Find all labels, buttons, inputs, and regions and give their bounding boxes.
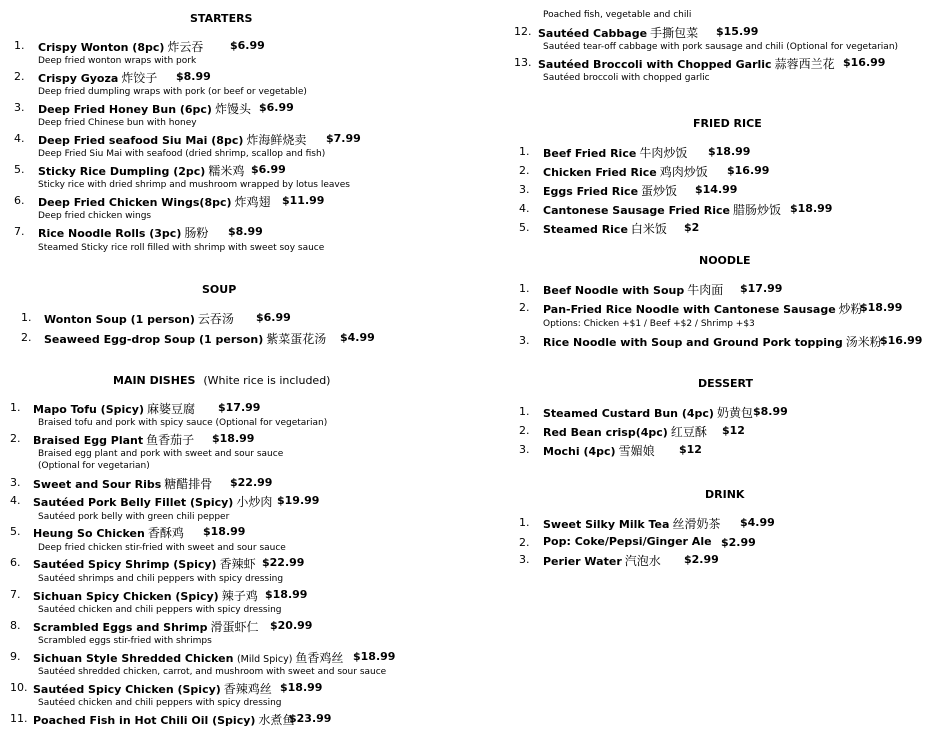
item-description: Braised tofu and pork with spicy sauce (Optional for vegetarian)	[38, 418, 328, 428]
item-number: 13.	[514, 56, 532, 69]
item-chinese-name: 蒜蓉西兰花	[774, 57, 835, 71]
item-chinese-name: 炸馒头	[214, 102, 251, 116]
menu-item-title	[33, 400, 195, 417]
item-number: 1.	[519, 405, 530, 418]
item-number: 1.	[519, 516, 530, 529]
menu-item-title	[33, 649, 343, 666]
item-price: $12	[722, 424, 745, 437]
item-number: 4.	[14, 132, 25, 145]
item-name: Red Bean crisp(4pc)	[543, 426, 668, 439]
item-description: (Optional for vegetarian)	[38, 461, 150, 471]
menu-item-title	[543, 515, 720, 532]
item-price: $18.99	[212, 432, 255, 445]
section-title-dessert: DESSERT	[698, 377, 753, 390]
item-name: Cantonese Sausage Fried Rice	[543, 204, 730, 217]
item-price: $14.99	[695, 183, 738, 196]
item-chinese-name: 香辣鸡丝	[223, 682, 272, 696]
item-name: Rice Noodle with Soup and Ground Pork topping	[543, 336, 843, 349]
item-name: Beef Fried Rice	[543, 147, 637, 160]
item-number: 2.	[519, 301, 530, 314]
menu-item-title	[543, 281, 723, 298]
item-chinese-name: 奶黄包	[716, 406, 753, 420]
item-price: $2	[684, 221, 700, 234]
item-chinese-name: 肠粉	[184, 226, 209, 240]
item-price: $18.99	[353, 650, 396, 663]
item-number: 6.	[10, 556, 21, 569]
item-name: Sichuan Spicy Chicken (Spicy)	[33, 590, 219, 603]
item-description: Deep fried dumpling wraps with pork (or beef or vegetable)	[38, 87, 307, 97]
item-chinese-name: 香辣虾	[219, 557, 256, 571]
menu-item-title	[44, 310, 234, 327]
item-name: Eggs Fried Rice	[543, 185, 639, 198]
item-name: Perier Water	[543, 555, 622, 568]
item-number: 2.	[519, 424, 530, 437]
section-title-soup: SOUP	[202, 283, 237, 296]
item-name: Seaweed Egg-drop Soup (1 person)	[44, 333, 264, 346]
item-chinese-name: 手撕包菜	[650, 26, 699, 40]
item-name: Sweet Silky Milk Tea	[543, 518, 670, 531]
item-number: 2.	[519, 164, 530, 177]
menu-item-title	[538, 55, 835, 72]
item-chinese-name: 炸海鲜烧卖	[246, 133, 307, 147]
item-chinese-name: 香酥鸡	[147, 526, 184, 540]
item-name: Pan-Fried Rice Noodle with Cantonese Sausage	[543, 303, 836, 316]
item-name: Mochi (4pc)	[543, 445, 616, 458]
item-name: Crispy Gyoza	[38, 72, 119, 85]
item-price: $15.99	[716, 25, 759, 38]
item-description: Sautéed chicken and chili peppers with spicy dressing	[38, 605, 282, 615]
item-name: Chicken Fried Rice	[543, 166, 657, 179]
item-chinese-name: 糯米鸡	[208, 164, 245, 178]
item-chinese-name: 糖醋排骨	[164, 477, 213, 491]
item-number: 3.	[10, 476, 21, 489]
item-description: Sautéed tear-off cabbage with pork sausage and chili (Optional for vegetarian)	[543, 42, 899, 52]
item-chinese-name: 炒粉	[838, 302, 863, 316]
item-description: Steamed Sticky rice roll filled with shrimp with sweet soy sauce	[38, 243, 325, 253]
item-number: 6.	[14, 194, 25, 207]
menu-item-title	[33, 711, 294, 728]
item-name: Braised Egg Plant	[33, 434, 144, 447]
item-name: Steamed Custard Bun (4pc)	[543, 407, 714, 420]
item-chinese-name: 水煮鱼	[258, 713, 295, 727]
item-chinese-name: 汤米粉	[845, 335, 882, 349]
item-chinese-name: 牛肉面	[687, 283, 724, 297]
item-chinese-name: 牛肉炒饭	[639, 146, 688, 160]
item-number: 3.	[519, 334, 530, 347]
item-name: Beef Noodle with Soup	[543, 284, 685, 297]
menu-item-title	[543, 300, 863, 317]
item-chinese-name: 小炒肉	[236, 495, 273, 509]
item-price: $2.99	[684, 553, 719, 566]
item-description: Sautéed pork belly with green chili pepper	[38, 512, 230, 522]
item-name: Sautéed Cabbage	[538, 27, 648, 40]
item-number: 4.	[10, 494, 21, 507]
item-number: 4.	[519, 202, 530, 215]
item-chinese-name: 腊肠炒饭	[732, 203, 781, 217]
menu-item-title	[38, 38, 203, 55]
item-chinese-name: 辣子鸡	[221, 589, 258, 603]
menu-item-title	[33, 475, 212, 492]
menu-item-title	[38, 193, 271, 210]
section-title-main-dishes	[113, 374, 330, 387]
item-number: 1.	[10, 401, 21, 414]
item-name: Sticky Rice Dumpling (2pc)	[38, 165, 206, 178]
item-number: 3.	[14, 101, 25, 114]
item-number: 9.	[10, 650, 21, 663]
item-number: 2.	[14, 70, 25, 83]
section-title-fried-rice: FRIED RICE	[693, 117, 762, 130]
item-number: 1.	[519, 282, 530, 295]
item-number: 12.	[514, 25, 532, 38]
item-price: $18.99	[708, 145, 751, 158]
menu-item-title	[38, 162, 244, 179]
item-price: $11.99	[282, 194, 325, 207]
menu-item-title	[543, 201, 781, 218]
item-price: $16.99	[843, 56, 886, 69]
item-number: 2.	[519, 536, 530, 549]
item-name: Steamed Rice	[543, 223, 628, 236]
item-name: Heung So Chicken	[33, 527, 145, 540]
item-chinese-name: 麻婆豆腐	[147, 402, 196, 416]
item-name: Sweet and Sour Ribs	[33, 478, 162, 491]
item-price: $8.99	[753, 405, 788, 418]
menu-item-title	[543, 220, 667, 237]
item-spice-note: (Mild Spicy)	[236, 654, 293, 665]
item-number: 7.	[14, 225, 25, 238]
section-note: (White rice is included)	[203, 374, 331, 387]
item-number: 11.	[10, 712, 28, 725]
item-number: 3.	[519, 183, 530, 196]
item-name: Deep Fried Honey Bun (6pc)	[38, 103, 212, 116]
item-name: Poached Fish in Hot Chili Oil (Spicy)	[33, 714, 256, 727]
item-chinese-name: 白米饭	[630, 222, 667, 236]
item-chinese-name: 鱼香鸡丝	[295, 651, 344, 665]
menu-item-title	[543, 535, 712, 548]
item-price: $6.99	[259, 101, 294, 114]
menu-item-title	[38, 100, 251, 117]
item-number: 5.	[14, 163, 25, 176]
item-description: Poached fish, vegetable and chili	[543, 10, 692, 20]
menu-item-title	[543, 182, 677, 199]
item-number: 3.	[519, 443, 530, 456]
item-chinese-name: 鸡肉炒饭	[659, 165, 708, 179]
item-name: Deep Fried seafood Siu Mai (8pc)	[38, 134, 244, 147]
section-title-noodle: NOODLE	[699, 254, 751, 267]
item-price: $19.99	[277, 494, 320, 507]
menu-item-title	[33, 431, 194, 448]
menu-item-title	[543, 442, 655, 459]
item-price: $6.99	[251, 163, 286, 176]
item-number: 5.	[519, 221, 530, 234]
item-description: Braised egg plant and pork with sweet and sour sauce	[38, 449, 284, 459]
item-description: Deep fried Chinese bun with honey	[38, 118, 197, 128]
menu-item-title	[543, 423, 707, 440]
menu-item-title	[543, 144, 687, 161]
item-price: $16.99	[880, 334, 923, 347]
item-number: 3.	[519, 553, 530, 566]
item-chinese-name: 丝滑奶茶	[672, 517, 721, 531]
item-description: Sautéed broccoli with chopped garlic	[543, 73, 710, 83]
menu-item-title	[538, 24, 698, 41]
item-number: 2.	[10, 432, 21, 445]
item-price: $4.99	[740, 516, 775, 529]
menu-item-title	[543, 552, 661, 569]
item-price: $16.99	[727, 164, 770, 177]
item-description: Sticky rice with dried shrimp and mushroom wrapped by lotus leaves	[38, 180, 350, 190]
item-description: Sautéed shrimps and chili peppers with spicy dressing	[38, 574, 284, 584]
item-description: Sautéed chicken and chili peppers with spicy dressing	[38, 698, 282, 708]
item-chinese-name: 汽泡水	[624, 554, 661, 568]
item-name: Crispy Wonton (8pc)	[38, 41, 165, 54]
item-price: $12	[679, 443, 702, 456]
item-description: Deep fried wonton wraps with pork	[38, 56, 197, 66]
item-description: Deep Fried Siu Mai with seafood (dried shrimp, scallop and fish)	[38, 149, 326, 159]
item-description: Deep fried chicken wings	[38, 211, 152, 221]
menu-item-title	[44, 330, 326, 347]
item-price: $2.99	[721, 536, 756, 549]
menu-item-title	[38, 224, 208, 241]
menu-item-title	[33, 680, 272, 697]
item-name: Sautéed Spicy Shrimp (Spicy)	[33, 558, 217, 571]
item-description: Options: Chicken +$1 / Beef +$2 / Shrimp +$3	[543, 319, 755, 329]
item-name: Sichuan Style Shredded Chicken	[33, 652, 234, 665]
item-number: 1.	[519, 145, 530, 158]
menu-item-title	[33, 493, 272, 510]
item-chinese-name: 滑蛋虾仁	[210, 620, 259, 634]
item-price: $18.99	[860, 301, 903, 314]
item-number: 10.	[10, 681, 28, 694]
item-number: 8.	[10, 619, 21, 632]
menu-item-title	[543, 163, 708, 180]
section-title-starters: STARTERS	[190, 12, 253, 25]
item-chinese-name: 雪媚娘	[618, 444, 655, 458]
item-price: $4.99	[340, 331, 375, 344]
item-price: $17.99	[740, 282, 783, 295]
item-number: 5.	[10, 525, 21, 538]
item-name: Rice Noodle Rolls (3pc)	[38, 227, 182, 240]
item-price: $18.99	[265, 588, 308, 601]
item-chinese-name: 炸饺子	[121, 71, 158, 85]
item-name: Sautéed Broccoli with Chopped Garlic	[538, 58, 772, 71]
menu-item-title	[543, 333, 882, 350]
menu-item-title	[33, 524, 184, 541]
item-chinese-name: 云吞汤	[197, 312, 234, 326]
menu-item-title	[543, 404, 753, 421]
item-chinese-name: 蛋炒饭	[641, 184, 678, 198]
item-description: Scrambled eggs stir-fried with shrimps	[38, 636, 212, 646]
item-price: $17.99	[218, 401, 261, 414]
item-name: Wonton Soup (1 person)	[44, 313, 195, 326]
item-price: $23.99	[289, 712, 332, 725]
item-price: $22.99	[230, 476, 273, 489]
item-price: $18.99	[790, 202, 833, 215]
item-number: 2.	[21, 331, 32, 344]
item-name: Pop: Coke/Pepsi/Ginger Ale	[543, 535, 712, 548]
section-title-drink: DRINK	[705, 488, 745, 501]
item-name: Scrambled Eggs and Shrimp	[33, 621, 208, 634]
menu-item-title	[33, 587, 258, 604]
menu-item-title	[38, 131, 306, 148]
section-title-text: MAIN DISHES	[113, 374, 196, 387]
item-name: Mapo Tofu (Spicy)	[33, 403, 144, 416]
item-name: Deep Fried Chicken Wings(8pc)	[38, 196, 232, 209]
menu-item-title	[33, 555, 256, 572]
item-price: $6.99	[230, 39, 265, 52]
item-chinese-name: 鱼香茄子	[146, 433, 195, 447]
item-description: Sautéed shredded chicken, carrot, and mushroom with sweet and sour sauce	[38, 667, 387, 677]
item-chinese-name: 炸云吞	[167, 40, 204, 54]
item-chinese-name: 紫菜蛋花汤	[266, 332, 327, 346]
item-number: 1.	[21, 311, 32, 324]
item-price: $18.99	[203, 525, 246, 538]
item-price: $7.99	[326, 132, 361, 145]
item-name: Sautéed Spicy Chicken (Spicy)	[33, 683, 221, 696]
item-chinese-name: 炸鸡翅	[234, 195, 271, 209]
item-price: $20.99	[270, 619, 313, 632]
item-price: $6.99	[256, 311, 291, 324]
item-description: Deep fried chicken stir-fried with sweet and sour sauce	[38, 543, 286, 553]
menu-item-title	[33, 618, 258, 635]
item-price: $8.99	[228, 225, 263, 238]
item-number: 7.	[10, 588, 21, 601]
item-price: $8.99	[176, 70, 211, 83]
item-name: Sautéed Pork Belly Fillet (Spicy)	[33, 496, 234, 509]
item-price: $18.99	[280, 681, 323, 694]
item-price: $22.99	[262, 556, 305, 569]
menu-item-title	[38, 69, 157, 86]
item-chinese-name: 红豆酥	[670, 425, 707, 439]
item-number: 1.	[14, 39, 25, 52]
